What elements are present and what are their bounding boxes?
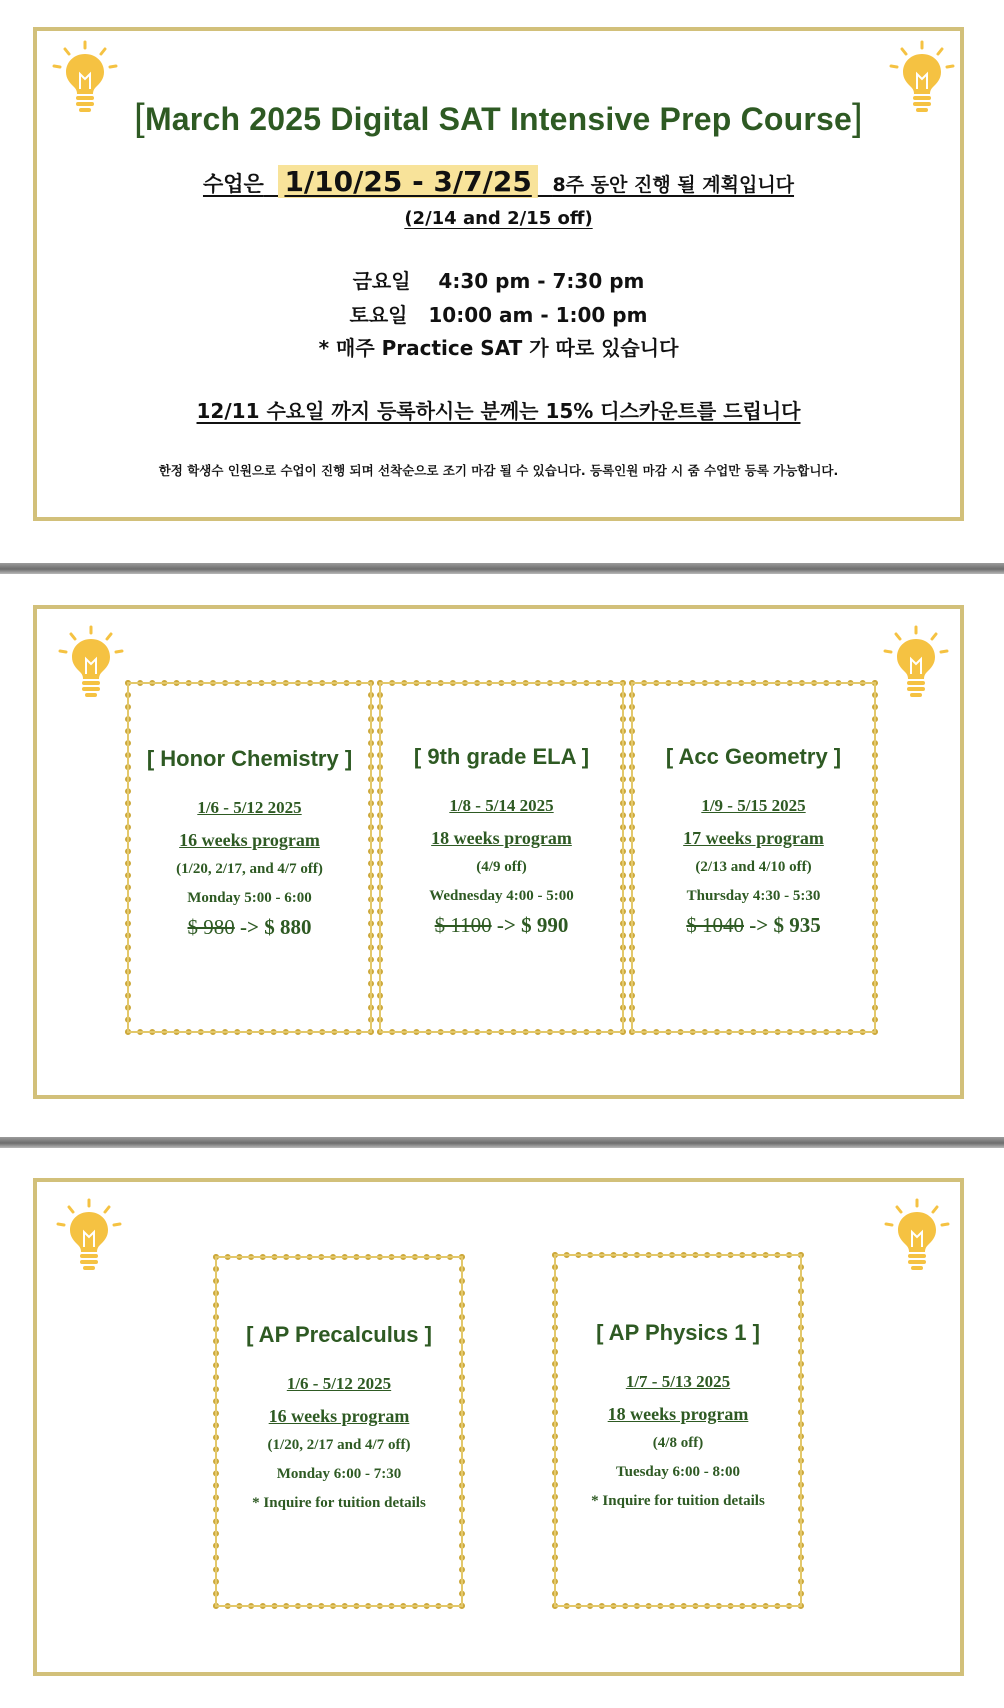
lightbulb-icon [53,624,129,700]
session-friday: 금요일 4:30 pm - 7:30 pm [352,269,645,293]
course-dates: 1/6 - 5/12 2025 [286,1374,392,1393]
course-off-days: (4/9 off) [476,859,527,875]
course-weeks: 18 weeks program [607,1404,749,1424]
course-weeks: 18 weeks program [431,828,572,848]
session-saturday: 토요일 10:00 am - 1:00 pm [349,303,648,327]
old-price: $ 980 [187,915,235,939]
discount-note: 12/11 수요일 까지 등록하시는 분께는 15% 디스카운트를 드립니다 [196,399,801,423]
course-title: [ AP Precalculus ] [246,1322,432,1347]
new-price: $ 990 [521,913,569,937]
lightbulb-icon [51,1197,127,1273]
courses-panel-1 [33,605,964,1099]
course-title: [ 9th grade ELA ] [413,744,590,769]
schedule-line: 수업은 1/10/25 - 3/7/25 8주 동안 진행 될 계획입니다 [202,165,795,198]
course-dates: 1/9 - 5/15 2025 [701,796,806,815]
course-schedule: Monday 5:00 - 6:00 [187,890,312,906]
course-dates: 1/6 - 5/12 2025 [197,798,302,817]
course-card-honor-chemistry [125,680,374,1035]
course-card-ap-physics-1 [552,1252,804,1609]
course-price: $ 1040 -> $ 935 [686,913,821,937]
old-price: $ 1040 [686,913,745,937]
course-card-acc-geometry [629,680,878,1035]
lightbulb-icon [879,1197,955,1273]
new-price: $ 880 [264,915,312,939]
old-price: $ 1100 [434,913,492,937]
courses-panel-2 [33,1178,964,1676]
tuition-note: * Inquire for tuition details [252,1495,426,1511]
off-days: (2/14 and 2/15 off) [404,208,593,229]
course-title: [ Honor Chemistry ] [146,746,353,771]
lightbulb-icon [878,624,954,700]
limit-note: 한정 학생수 인원으로 수업이 진행 되며 선착순으로 조기 마감 될 수 있습니다. 등록인원 마감 시 줌 수업만 등록 가능합니다. [158,463,839,478]
course-price: $ 980 -> $ 880 [187,915,312,939]
course-schedule: Tuesday 6:00 - 8:00 [615,1464,741,1480]
course-title: [ AP Physics 1 ] [596,1320,760,1345]
course-schedule: Thursday 4:30 - 5:30 [686,888,821,904]
course-weeks: 16 weeks program [179,830,320,850]
course-off-days: (1/20, 2/17, and 4/7 off) [176,861,323,877]
practice-note: * 매주 Practice SAT 가 따로 있습니다 [318,336,679,360]
course-weeks: 17 weeks program [683,828,824,848]
course-card-ap-precalculus [213,1254,465,1609]
course-weeks: 16 weeks program [268,1406,410,1426]
tuition-note: * Inquire for tuition details [591,1493,765,1509]
announcement-panel [33,27,964,521]
course-schedule: Wednesday 4:00 - 5:00 [429,888,574,904]
schedule-dates-highlight: 1/10/25 - 3/7/25 [278,165,537,198]
course-schedule: Monday 6:00 - 7:30 [276,1466,402,1482]
course-price: $ 1100 -> $ 990 [434,913,569,937]
course-off-days: (2/13 and 4/10 off) [695,859,812,875]
section-divider [0,563,1004,574]
course-dates: 1/7 - 5/13 2025 [625,1372,731,1391]
course-off-days: (4/8 off) [652,1435,704,1451]
course-card-9th-grade-ela [377,680,626,1035]
section-divider [0,1137,1004,1148]
course-title: [March 2025 Digital SAT Intensive Prep Course] [134,97,863,139]
course-title: [ Acc Geometry ] [665,744,842,769]
course-dates: 1/8 - 5/14 2025 [449,796,554,815]
new-price: $ 935 [773,913,821,937]
course-off-days: (1/20, 2/17 and 4/7 off) [267,1437,411,1453]
